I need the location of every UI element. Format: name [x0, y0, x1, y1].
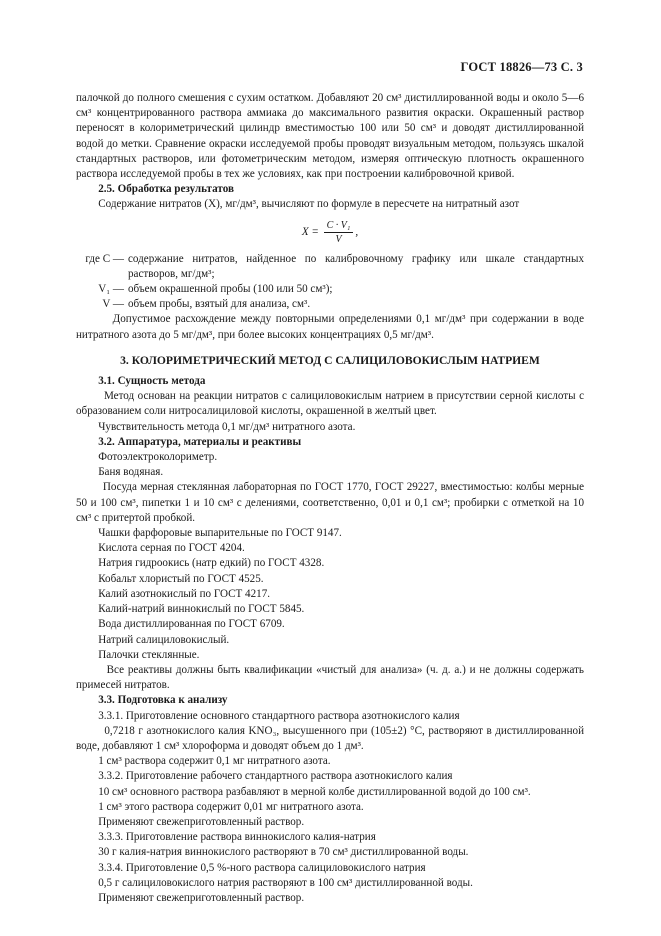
equipment-text: Кобальт хлористый по ГОСТ 4525. — [98, 572, 264, 585]
subsection-3-2-title: 3.2. Аппаратура, материалы и реактивы — [98, 435, 302, 448]
step-text: 1 см³ раствора содержит 0,1 мг нитратного азота. — [98, 755, 331, 768]
formula-numerator: C · V₁ — [324, 219, 354, 233]
equipment-text: Натрий салициловокислый. — [98, 633, 230, 646]
equipment-text: Калий азотнокислый по ГОСТ 4217. — [98, 587, 271, 600]
step-paragraph — [76, 785, 584, 800]
subsection-3-1-title: 3.1. Сущность метода — [98, 375, 206, 388]
formula-intro-text: Содержание нитратов (X), мг/дм³, вычисляют по формуле в пересчете на нитратный азот — [98, 198, 520, 211]
where-label: V₁ — — [98, 283, 124, 296]
formula-tail: , — [355, 225, 359, 238]
equipment-text: Кислота серная по ГОСТ 4204. — [98, 542, 245, 555]
paragraph-formula-intro — [76, 197, 584, 212]
step-paragraph — [76, 845, 584, 860]
paragraph-sensitivity — [76, 420, 584, 435]
step-paragraph — [76, 861, 584, 876]
sensitivity-text: Чувствительность метода 0,1 мг/дм³ нитратного азота. — [98, 420, 356, 433]
step-paragraph — [76, 754, 584, 769]
step-text: 0,5 г салициловокислого натрия растворяют в 100 см³ дистиллированной воды. — [98, 876, 473, 889]
where-label: V — — [102, 298, 124, 311]
equipment-text: Чашки фарфоровые выпарительные по ГОСТ 9147. — [98, 527, 342, 540]
step-text: Применяют свежеприготовленный раствор. — [98, 891, 305, 904]
equipment-text: Баня водяная. — [98, 466, 164, 479]
step-paragraph — [76, 769, 584, 784]
formula — [76, 219, 584, 246]
step-paragraph — [76, 800, 584, 815]
step-text: 10 см³ основного раствора разбавляют в мерной колбе дистиллированной водой до 100 см³. — [98, 785, 531, 798]
where-text: объем окрашенной пробы (100 или 50 см³); — [128, 283, 333, 296]
step-text: 1 см³ этого раствора содержит 0,01 мг нитратного азота. — [98, 800, 364, 813]
step-text: 0,7218 г азотнокислого калия KNO₃, высушенного при (105±2) °С, растворяют в дистиллированной воде, добавляют 1 см³ хлороформа и доводят объем до 1 дм³. — [76, 724, 585, 752]
equipment-item — [76, 602, 584, 617]
subsection-3-3-heading — [76, 693, 584, 708]
formula-lhs: X = — [301, 225, 319, 238]
equipment-item — [76, 541, 584, 556]
step-text: 3.3.2. Приготовление рабочего стандартного раствора азотнокислого калия — [98, 770, 453, 783]
step-paragraph — [76, 709, 584, 724]
reagents-note — [76, 663, 584, 693]
equipment-item — [76, 450, 584, 465]
equipment-item — [76, 480, 584, 526]
subsection-3-3-title: 3.3. Подготовка к анализу — [98, 694, 228, 707]
subsection-2-5-heading — [76, 182, 584, 197]
step-paragraph — [76, 876, 584, 891]
tolerance-text: Допустимое расхождение между повторными определениями 0,1 мг/дм³ при содержании в воде нитратного азота до 5 мг/дм³, при более высоких концентрациях 0,5 мг/дм³. — [76, 313, 584, 341]
paragraph-method — [76, 389, 584, 419]
equipment-item — [76, 648, 584, 663]
section-3-title: 3. КОЛОРИМЕТРИЧЕСКИЙ МЕТОД С САЛИЦИЛОВОКИСЛЫМ НАТРИЕМ — [120, 353, 540, 367]
equipment-item — [76, 633, 584, 648]
document-body — [76, 91, 584, 906]
equipment-text: Посуда мерная стеклянная лабораторная по ГОСТ 1770, ГОСТ 29227, вместимостью: колбы мерные 50 и 100 см³, пипетки 1 и 10 см³ с делениями, соответственно, 0,01 и 0,1 см³; пробирки с отметкой на 10 см³ с притертой пробкой. — [76, 481, 585, 524]
formula-denominator: V — [335, 233, 342, 245]
step-paragraph — [76, 830, 584, 845]
step-paragraph — [76, 815, 584, 830]
step-text: 30 г калия-натрия виннокислого растворяют в 70 см³ дистиллированной воды. — [98, 846, 469, 859]
equipment-text: Натрия гидроокись (натр едкий) по ГОСТ 4328. — [98, 557, 325, 570]
equipment-text: Фотоэлектроколориметр. — [98, 451, 218, 464]
where-text: объем пробы, взятый для анализа, см³. — [128, 298, 311, 311]
formula-fraction — [324, 219, 354, 246]
equipment-text: Калий-натрий виннокислый по ГОСТ 5845. — [98, 603, 305, 616]
equipment-item — [76, 572, 584, 587]
where-item — [76, 297, 584, 312]
where-item — [76, 282, 584, 297]
paragraph-tolerance — [76, 312, 584, 342]
reagents-note-text: Все реактивы должны быть квалификации «чистый для анализа» (ч. д. а.) и не должны содержать примесей нитратов. — [76, 663, 584, 692]
subsection-2-5-title: 2.5. Обработка результатов — [98, 183, 234, 196]
equipment-item — [76, 526, 584, 541]
page-header: ГОСТ 18826—73 С. 3 — [460, 60, 583, 74]
equipment-text: Палочки стеклянные. — [98, 648, 200, 661]
step-text: 3.3.3. Приготовление раствора виннокислого калия-натрия — [98, 831, 376, 844]
where-text: содержание нитратов, найденное по калибровочному графику или шкале стандартных растворов, мг/дм³; — [128, 252, 584, 280]
equipment-item — [76, 587, 584, 602]
step-text: 3.3.1. Приготовление основного стандартного раствора азотнокислого калия — [98, 709, 460, 722]
equipment-item — [76, 465, 584, 480]
step-paragraph — [76, 724, 584, 754]
subsection-3-1-heading — [76, 374, 584, 389]
equipment-item — [76, 617, 584, 632]
where-item — [76, 252, 584, 282]
method-text: Метод основан на реакции нитратов с салициловокислым натрием в присутствии серной кислоты с образованием соли нитросалициловой кислоты, окрашенной в желтый цвет. — [76, 390, 584, 418]
equipment-text: Вода дистиллированная по ГОСТ 6709. — [98, 618, 285, 631]
step-text: Применяют свежеприготовленный раствор. — [98, 815, 305, 828]
step-paragraph — [76, 891, 584, 906]
where-label: где C — — [85, 252, 124, 265]
equipment-item — [76, 556, 584, 571]
step-text: 3.3.4. Приготовление 0,5 %-ного раствора салициловокислого натрия — [98, 861, 426, 874]
paragraph-continuation: палочкой до полного смешения с сухим остатком. Добавляют 20 см³ дистиллированной воды и около 5—6 см³ концентрированного раствора аммиака до максимального развития окраски. Окрашенный раствор переносят в колориметрический цилиндр вместимостью 100 или 50 см³ и доводят дистиллированной водой до метки. Сравнение окраски исследуемой пробы проводят визуальным методом, пользуясь шкалой стандартных растворов, или фотометрическим методом, измеряя оптическую плотность окрашенного раствора исследуемой пробы в тех же условиях, как при построении калибровочной кривой. — [76, 92, 584, 181]
subsection-3-2-heading — [76, 435, 584, 450]
